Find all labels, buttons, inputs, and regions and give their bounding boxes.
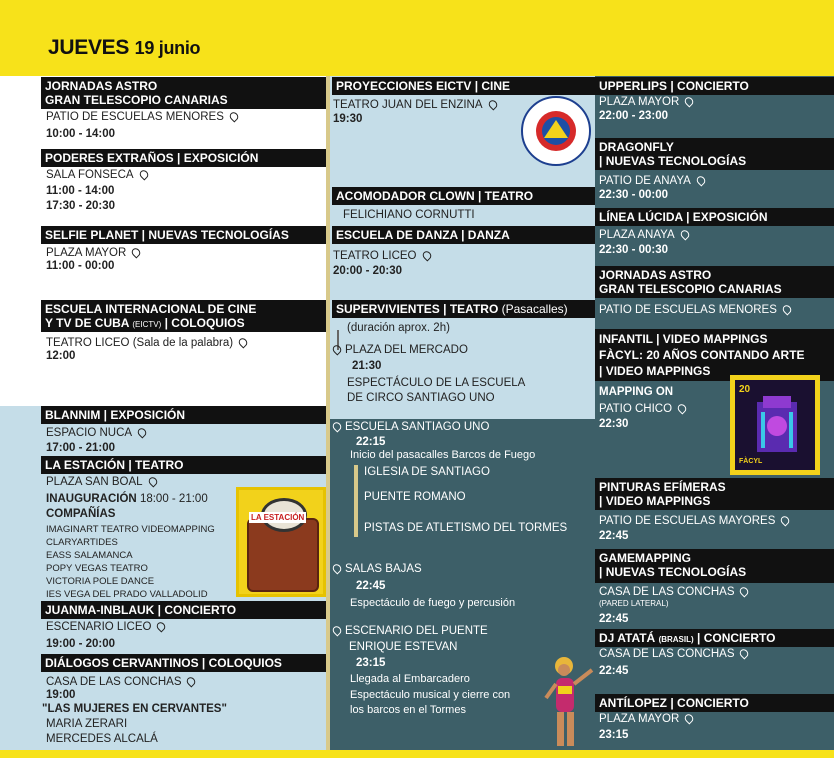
route-stop: PISTAS DE ATLETISMO DEL TORMES: [364, 522, 568, 534]
poster-brand: FÀCYL: [739, 458, 763, 465]
bottom-strip: [0, 750, 834, 758]
event-time: 17:00 - 21:00: [46, 442, 116, 454]
event-header: [41, 77, 328, 109]
event-header: SELFIE PLANET | NUEVAS TECNOLOGÍAS: [41, 226, 328, 244]
company-item: VICTORIA POLE DANCE: [46, 576, 155, 587]
event-time: 22:45: [599, 613, 629, 625]
event-place: PLAZA ANAYA: [599, 229, 689, 241]
event-time: 20:00 - 20:30: [333, 265, 403, 277]
event-time: 19:30: [333, 113, 363, 125]
event-time: 21:30: [352, 360, 382, 372]
route-stop: IGLESIA DE SANTIAGO: [364, 466, 490, 478]
event-place: PLAZA MAYOR: [599, 96, 693, 108]
talk-title: "LAS MUJERES EN CERVANTES": [42, 703, 227, 715]
company-item: EASS SALAMANCA: [46, 550, 133, 561]
event-place: ENRIQUE ESTEVAN: [349, 641, 458, 653]
speaker: MARIA ZERARI: [46, 718, 128, 730]
event-header: ACOMODADOR CLOWN | TEATRO: [332, 187, 595, 205]
event-header: [41, 300, 328, 332]
header-line: GAMEMAPPING: [599, 551, 692, 565]
header-line: GRAN TELESCOPIO CANARIAS: [45, 93, 228, 107]
event-time: 19:00 - 20:00: [46, 638, 116, 650]
company-item: IMAGINART TEATRO VIDEOMAPPING: [46, 524, 215, 535]
event-place: PATIO CHICO: [599, 403, 686, 415]
event-header: BLANNIM | EXPOSICIÓN: [41, 406, 328, 424]
facyl-image: [730, 375, 820, 475]
event-header: [595, 549, 834, 583]
event-header: [595, 138, 834, 170]
header-line: ESCUELA INTERNACIONAL DE CINE: [45, 302, 257, 316]
event-header: ESCUELA DE DANZA | DANZA: [332, 226, 595, 244]
event-place-note: (PARED LATERAL): [599, 599, 669, 608]
event-header: LÍNEA LÚCIDA | EXPOSICIÓN: [595, 208, 834, 226]
route-line: [354, 465, 358, 537]
facyl-poster: [735, 380, 815, 470]
location-pin-icon: [331, 562, 343, 574]
title-day: JUEVES: [48, 36, 130, 59]
event-place: TEATRO LICEO (Sala de la palabra): [46, 337, 247, 349]
event-header: PODERES EXTRAÑOS | EXPOSICIÓN: [41, 149, 328, 167]
event-time: 22:45: [356, 580, 386, 592]
event-time: 22:45: [599, 530, 629, 542]
performer-illustration-icon: [542, 654, 598, 750]
event-header: [595, 478, 834, 510]
facade-mapping-icon: [751, 392, 803, 456]
event-time: 22:30 - 00:30: [599, 244, 669, 256]
event-time: 22:30 - 00:00: [599, 189, 669, 201]
event-header: [595, 329, 834, 381]
event-header: DJ ATATÁ (BRASIL) | CONCIERTO: [595, 629, 834, 647]
event-time: 22:30: [599, 418, 629, 430]
page-title: [48, 36, 200, 60]
event-place: SALAS BAJAS: [333, 563, 422, 575]
event-place: SALA FONSECA: [46, 169, 148, 181]
event-header: ANTÍLOPEZ | CONCIERTO: [595, 694, 834, 712]
poster-number: 20: [739, 384, 751, 395]
event-place: PLAZA MAYOR: [46, 247, 140, 259]
location-pin-icon: [331, 420, 343, 432]
event-place: MAPPING ON: [599, 386, 674, 398]
event-desc: los barcos en el Tormes: [350, 704, 466, 716]
event-time: 19:00: [46, 689, 76, 701]
header-line: GRAN TELESCOPIO CANARIAS: [599, 282, 782, 296]
eictv-logo: [521, 96, 591, 166]
header-line: | VIDEO MAPPINGS: [599, 364, 711, 378]
event-desc: DE CIRCO SANTIAGO UNO: [347, 392, 495, 404]
title-date: 19 junio: [134, 38, 201, 58]
event-desc: Espectáculo musical y cierre con: [350, 689, 511, 701]
event-time: 22:00 - 23:00: [599, 110, 669, 122]
event-header: LA ESTACIÓN | TEATRO: [41, 456, 328, 474]
event-header: SUPERVIVIENTES | TEATRO (Pasacalles): [332, 300, 595, 318]
event-header: DIÁLOGOS CERVANTINOS | COLOQUIOS: [41, 654, 328, 672]
event-time: 11:00 - 14:00: [46, 185, 115, 197]
event-header: UPPERLIPS | CONCIERTO: [595, 77, 834, 95]
company-item: CLARYARTIDES: [46, 537, 118, 548]
event-time: 11:00 - 00:00: [46, 260, 115, 272]
route-stop: PUENTE ROMANO: [364, 491, 466, 503]
event-place: TEATRO LICEO: [333, 250, 431, 262]
event-header: JUANMA-INBLAUK | CONCIERTO: [41, 601, 328, 619]
event-place: ESPACIO NUCA: [46, 427, 146, 439]
event-place: ESCENARIO DEL PUENTE: [333, 625, 488, 637]
event-place: PLAZA DEL MERCADO: [333, 344, 468, 356]
company-item: IES VEGA DEL PRADO VALLADOLID: [46, 589, 208, 600]
event-place: ESCUELA SANTIAGO UNO: [333, 421, 489, 433]
event-desc: Espectáculo de fuego y percusión: [350, 597, 516, 609]
eictv-logo-icon: [523, 98, 589, 164]
event-place: CASA DE LAS CONCHAS: [599, 648, 748, 660]
event-desc: Inicio del pasacalles Barcos de Fuego: [350, 449, 536, 461]
event-time: 22:45: [599, 665, 629, 677]
header-line: PINTURAS EFÍMERAS: [599, 480, 726, 494]
event-header: [595, 266, 834, 298]
header-line: FÀCYL: 20 AÑOS CONTANDO ARTE: [599, 348, 805, 362]
header-line: INFANTIL | VIDEO MAPPINGS: [599, 332, 768, 346]
company-item: POPY VEGAS TEATRO: [46, 563, 148, 574]
event-time: 10:00 - 14:00: [46, 128, 116, 140]
header-line: JORNADAS ASTRO: [599, 268, 712, 282]
speaker: MERCEDES ALCALÁ: [46, 733, 158, 745]
event-place: PATIO DE ESCUELAS MENORES: [46, 111, 238, 123]
event-header: PROYECCIONES EICTV | CINE: [332, 77, 595, 95]
event-duration: (duración aprox. 2h): [347, 322, 450, 334]
header-line: | VIDEO MAPPINGS: [599, 494, 711, 508]
header-line: JORNADAS ASTRO: [45, 79, 158, 93]
event-place: PATIO DE ESCUELAS MENORES: [599, 304, 791, 316]
event-desc: Llegada al Embarcadero: [350, 673, 470, 685]
header-line: | NUEVAS TECNOLOGÍAS: [599, 154, 747, 168]
location-pin-icon: [331, 624, 343, 636]
image-label: LA ESTACIÓN: [251, 513, 305, 522]
event-place: PLAZA MAYOR: [599, 713, 693, 725]
event-time: 22:15: [356, 436, 386, 448]
event-time: 23:15: [356, 657, 386, 669]
event-place: PATIO DE ESCUELAS MAYORES: [599, 515, 789, 527]
event-time: 17:30 - 20:30: [46, 200, 116, 212]
event-place: CASA DE LAS CONCHAS: [599, 586, 748, 598]
location-pin-icon: [331, 343, 343, 355]
event-time: 23:15: [599, 729, 629, 741]
header-line: DRAGONFLY: [599, 140, 674, 154]
column-divider: [326, 76, 330, 750]
companies-heading: COMPAÑÍAS: [46, 508, 116, 520]
header-line: Y TV DE CUBA (EICTV) | COLOQUIOS: [45, 316, 245, 330]
header-line: | NUEVAS TECNOLOGÍAS: [599, 565, 747, 579]
event-place: CASA DE LAS CONCHAS: [46, 676, 195, 688]
event-desc: ESPECTÁCULO DE LA ESCUELA: [347, 377, 526, 389]
event-place: PLAZA SAN BOAL: [46, 476, 157, 488]
event-inauguration: INAUGURACIÓN 18:00 - 21:00: [46, 493, 208, 505]
event-place: TEATRO JUAN DEL ENZINA: [333, 99, 497, 111]
suitcase-image: [236, 487, 326, 597]
event-time: 12:00: [46, 350, 76, 362]
event-place: PATIO DE ANAYA: [599, 175, 705, 187]
event-place: ESCENARIO LICEO: [46, 621, 165, 633]
event-performer: FELICHIANO CORNUTTI: [343, 209, 475, 221]
